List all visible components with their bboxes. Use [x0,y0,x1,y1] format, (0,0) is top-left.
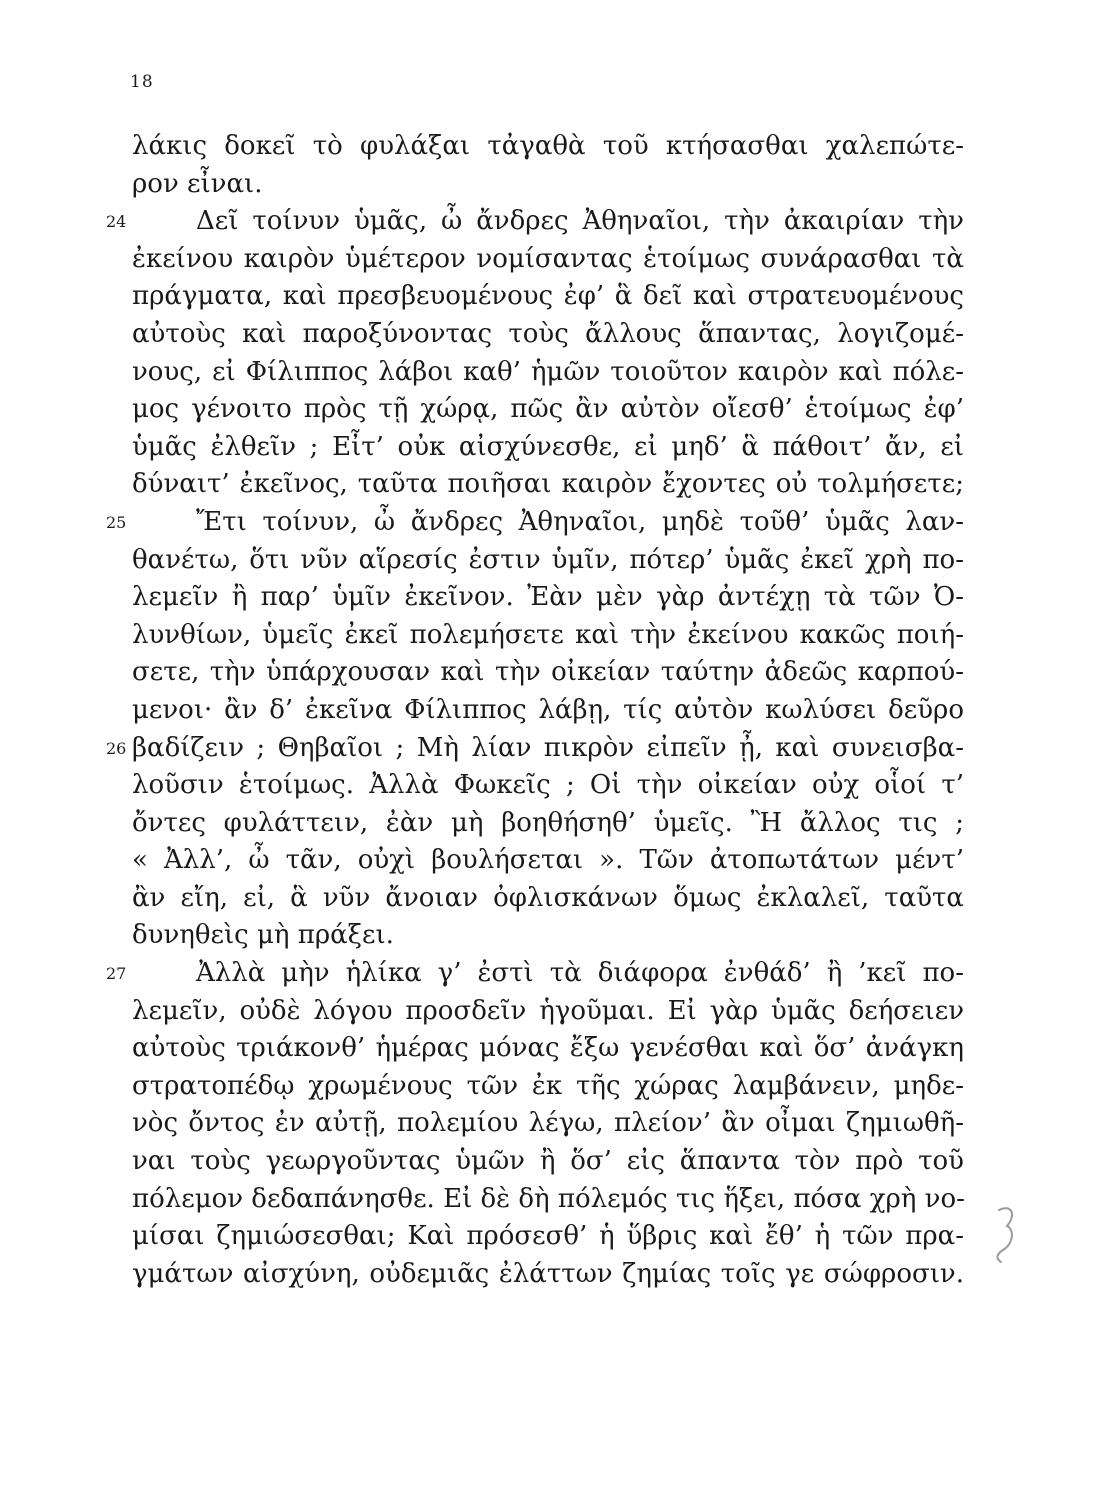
text-line [132,429,964,467]
line-text: θανέτω, ὅτι νῦν αἵρεσίς ἐστιν ὑμῖν, πότερ’ ὑμᾶς ἐκεῖ χρὴ πο- [132,544,964,575]
line-text: αὐτοὺς καὶ παροξύνοντας τοὺς ἄλλους ἅπαντας, λογιζομέ- [132,318,964,349]
line-text: λεμεῖν, οὐδὲ λόγου προσδεῖν ἡγοῦμαι. Εἰ γὰρ ὑμᾶς δεήσειεν [132,995,964,1026]
text-line [132,391,964,429]
line-text: στρατοπέδῳ χρωμένους τῶν ἐκ τῆς χώρας λαμβάνειν, μηδε- [132,1070,964,1101]
text-line [132,579,964,617]
text-line [106,730,964,768]
line-text: μος γένοιτο πρὸς τῇ χώρᾳ, πῶς ἂν αὐτὸν οἴεσθ’ ἑτοίμως ἐφ’ [132,394,964,425]
text-line [132,767,964,805]
text-line [132,241,964,279]
text-line [132,354,964,392]
text-line [106,504,964,542]
text-line [132,917,964,955]
text-line [106,955,964,993]
line-text: Ἔτι τοίνυν, ὦ ἄνδρες Ἀθηναῖοι, μηδὲ τοῦθ’ ὑμᾶς λαν- [196,506,964,537]
section-number: 26 [106,738,127,758]
text-line [132,166,964,204]
text-line [132,880,964,918]
line-text: ναι τοὺς γεωργοῦντας ὑμῶν ἢ ὅσ’ εἰς ἅπαντα τὸν πρὸ τοῦ [132,1146,964,1177]
body-text [106,128,965,1293]
line-text: λάκις δοκεῖ τὸ φυλάξαι τἀγαθὰ τοῦ κτήσασθαι χαλεπώτε- [132,131,964,161]
line-text: γμάτων αἰσχύνη, οὐδεμιᾶς ἐλάττων ζημίας τοῖς γε σώφροσιν. [132,1258,964,1289]
text-line [132,316,964,354]
line-text: λυνθίων, ὑμεῖς ἐκεῖ πολεμήσετε καὶ τὴν ἐκείνου κακῶς ποιή- [132,619,964,650]
line-text: βαδίζειν ; Θηβαῖοι ; Μὴ λίαν πικρὸν εἰπεῖν ᾖ, καὶ συνεισβα- [132,732,964,763]
text-line [132,128,964,166]
pencil-margin-mark [985,1200,1025,1270]
text-line [132,1068,964,1106]
line-text: « Ἀλλ’, ὦ τᾶν, οὐχὶ βουλήσεται ». Τῶν ἀτοπωτάτων μέντ’ [132,845,964,876]
text-line [132,1256,964,1294]
line-text: Ἀλλὰ μὴν ἡλίκα γ’ ἐστὶ τὰ διάφορα ἐνθάδ’ ἢ ’κεῖ πο- [196,958,964,989]
line-text: μίσαι ζημιώσεσθαι; Καὶ πρόσεσθ’ ἡ ὕβρις καὶ ἔθ’ ἡ τῶν πρα- [132,1221,964,1252]
line-text: λεμεῖν ἢ παρ’ ὑμῖν ἐκεῖνον. Ἐὰν μὲν γὰρ ἀντέχῃ τὰ τῶν Ὀ- [132,582,964,613]
line-text: δυνηθεὶς μὴ πράξει. [132,920,394,951]
line-text: ἐκείνου καιρὸν ὑμέτερον νομίσαντας ἑτοίμως συνάρασθαι τὰ [132,243,964,274]
line-text: μενοι· ἂν δ’ ἐκεῖνα Φίλιππος λάβῃ, τίς αὐτὸν κωλύσει δεῦρο [132,694,964,725]
line-text: Δεῖ τοίνυν ὑμᾶς, ὦ ἄνδρες Ἀθηναῖοι, τὴν ἀκαιρίαν τὴν [196,206,964,237]
text-line [132,1218,964,1256]
line-text: λοῦσιν ἑτοίμως. Ἀλλὰ Φωκεῖς ; Οἱ τὴν οἰκείαν οὐχ οἷοί τ’ [132,770,964,801]
text-line [132,805,964,843]
text-line [132,617,964,655]
section-number: 25 [106,512,127,532]
line-text: ὑμᾶς ἐλθεῖν ; Εἶτ’ οὐκ αἰσχύνεσθε, εἰ μηδ’ ἃ πάθοιτ’ ἄν, εἰ [132,431,964,462]
text-line [132,1105,964,1143]
line-text: νὸς ὄντος ἐν αὐτῇ, πολεμίου λέγω, πλείον’ ἂν οἶμαι ζημιωθῆ- [132,1108,964,1139]
line-text: ὄντες φυλάττειν, ἐὰν μὴ βοηθήσηθ’ ὑμεῖς. Ἢ ἄλλος τις ; [132,807,964,838]
line-text: ρον εἶναι. [132,168,263,199]
text-line [132,692,964,730]
text-line [132,278,964,316]
line-text: πόλεμον δεδαπάνησθε. Εἰ δὲ δὴ πόλεμός τις ἥξει, πόσα χρὴ νο- [132,1183,965,1214]
line-text: ἂν εἴη, εἰ, ἃ νῦν ἄνοιαν ὀφλισκάνων ὅμως ἐκλαλεῖ, ταῦτα [132,882,964,913]
text-line [132,842,964,880]
text-line [132,993,964,1031]
line-text: νους, εἰ Φίλιππος λάβοι καθ’ ἡμῶν τοιοῦτον καιρὸν καὶ πόλε- [132,356,964,387]
line-text: πράγματα, καὶ πρεσβευομένους ἐφ’ ἃ δεῖ καὶ στρατευομένους [132,281,964,312]
text-line [106,203,964,241]
text-line [132,654,964,692]
page-number: 18 [130,72,154,92]
line-text: δύναιτ’ ἐκεῖνος, ταῦτα ποιῆσαι καιρὸν ἔχοντες οὐ τολμήσετε; [132,469,964,500]
text-line [132,1143,964,1181]
section-number: 24 [106,212,127,232]
line-text: σετε, τὴν ὑπάρχουσαν καὶ τὴν οἰκείαν ταύτην ἀδεῶς καρπού- [132,657,964,688]
text-line [132,1181,964,1219]
text-line [132,466,964,504]
text-line [132,542,964,580]
line-text: αὐτοὺς τριάκονθ’ ἡμέρας μόνας ἔξω γενέσθαι καὶ ὅσ’ ἀνάγκη [132,1033,964,1064]
text-line [132,1030,964,1068]
section-number: 27 [106,964,127,984]
